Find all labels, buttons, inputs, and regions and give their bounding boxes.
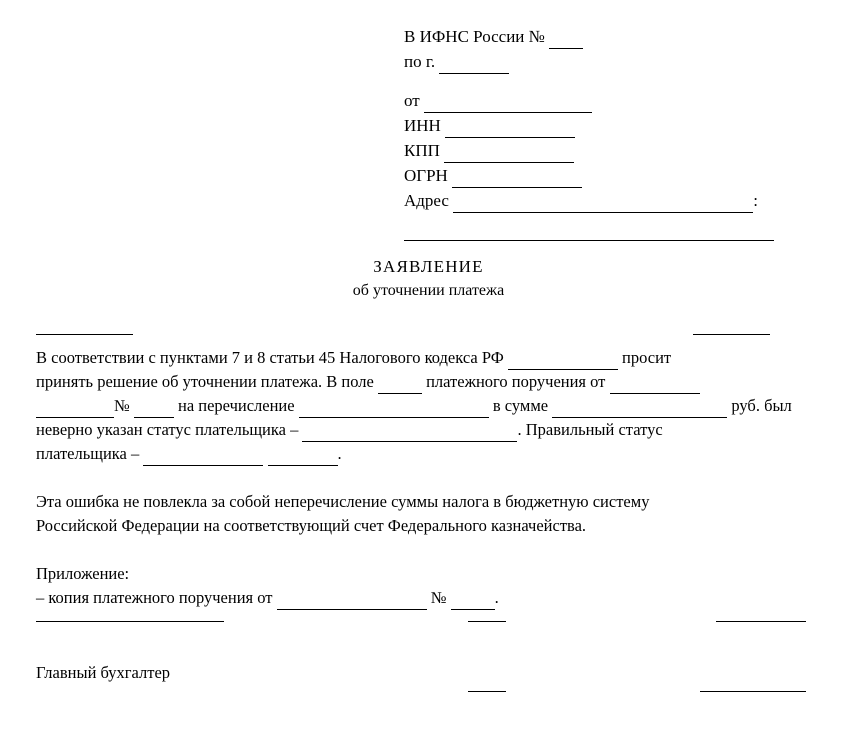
inspection-line xyxy=(404,24,804,49)
attachment-number-blank[interactable] xyxy=(451,593,495,610)
correct-status-blank-2[interactable] xyxy=(268,449,338,466)
applicant-blank[interactable] xyxy=(508,353,618,370)
header-spacer xyxy=(404,74,804,88)
document-title-block xyxy=(0,256,857,302)
ogrn-label: ОГРН xyxy=(404,166,453,185)
address-blank[interactable] xyxy=(453,195,753,213)
order-number-pre-blank[interactable] xyxy=(36,401,114,418)
body-text-3b: на перечисление xyxy=(173,396,299,415)
body-text-6b: Российской Федерации на соответствующий счет Федерального казначейства. xyxy=(36,516,587,535)
page-subtitle: об уточнении платежа xyxy=(352,282,505,299)
correct-status-blank[interactable] xyxy=(143,449,263,466)
inspection-number-blank[interactable] xyxy=(549,31,583,49)
amount-blank[interactable] xyxy=(552,401,727,418)
page-title: ЗАЯВЛЕНИЕ xyxy=(373,257,484,276)
city-line xyxy=(404,49,804,74)
attachment-label: Приложение: xyxy=(36,564,130,583)
accountant-name-line[interactable] xyxy=(700,690,806,692)
top-left-blank[interactable] xyxy=(36,334,133,335)
address-label: Адрес xyxy=(404,191,454,210)
kpp-label: КПП xyxy=(404,141,445,160)
address-line xyxy=(404,188,804,213)
order-number-blank[interactable] xyxy=(134,401,174,418)
from-line xyxy=(404,88,804,113)
body-text-6a: Эта ошибка не повлекла за собой неперечисление суммы налога в бюджетную систему xyxy=(36,492,650,511)
top-right-blank[interactable] xyxy=(693,334,770,335)
attachment-date-blank[interactable] xyxy=(277,593,427,610)
body-line-1 xyxy=(36,346,826,370)
attachment-item xyxy=(36,586,826,610)
body-text-4b: . Правильный статус xyxy=(517,420,663,439)
body-line-3 xyxy=(36,394,826,418)
city-label: по г. xyxy=(404,52,440,71)
wrong-status-blank[interactable] xyxy=(302,425,517,442)
city-blank[interactable] xyxy=(439,56,509,74)
body-text-1a: В соответствии с пунктами 7 и 8 статьи 45 Налогового кодекса РФ xyxy=(36,348,508,367)
from-label: от xyxy=(404,91,424,110)
signature-line[interactable] xyxy=(468,620,506,622)
ogrn-line xyxy=(404,163,804,188)
body-line-6 xyxy=(36,490,826,514)
address-blank-second[interactable] xyxy=(404,220,774,241)
body-text-3d: руб. был xyxy=(727,396,792,415)
attachment-text-c: . xyxy=(494,588,499,607)
accountant-signature-line[interactable] xyxy=(468,690,506,692)
body-line-4 xyxy=(36,418,826,442)
body-text-3a: № xyxy=(114,396,134,415)
body-text-4a: неверно указан статус плательщика – xyxy=(36,420,303,439)
addressee-block xyxy=(404,24,804,241)
field-number-blank[interactable] xyxy=(378,377,422,394)
body-text-5c: . xyxy=(337,444,342,463)
inn-label: ИНН xyxy=(404,116,446,135)
order-date-blank[interactable] xyxy=(610,377,700,394)
body-text-5a: плательщика – xyxy=(36,444,144,463)
attachment-text-a: – копия платежного поручения от xyxy=(36,588,277,607)
body-line-5 xyxy=(36,442,826,466)
signature-position-line[interactable] xyxy=(36,620,224,622)
kpp-blank[interactable] xyxy=(444,145,574,163)
body-text-1b: просит xyxy=(617,348,672,367)
inn-blank[interactable] xyxy=(445,120,575,138)
body-line-2 xyxy=(36,370,826,394)
kpp-line xyxy=(404,138,804,163)
address-colon: : xyxy=(753,191,758,210)
from-blank[interactable] xyxy=(424,95,592,113)
inn-line xyxy=(404,113,804,138)
body-text-2b: платежного поручения от xyxy=(421,372,610,391)
attachment-text-b: № xyxy=(426,588,451,607)
transfer-purpose-blank[interactable] xyxy=(299,401,489,418)
document-body xyxy=(36,326,826,610)
top-blank-row xyxy=(36,326,826,342)
accountant-label: Главный бухгалтер xyxy=(36,663,171,682)
inspection-label: В ИФНС России № xyxy=(404,27,550,46)
ogrn-blank[interactable] xyxy=(452,170,582,188)
signature-name-line[interactable] xyxy=(716,620,806,622)
body-line-7 xyxy=(36,514,826,538)
body-text-3c: в сумме xyxy=(488,396,553,415)
body-text-2a: принять решение об уточнении платежа. В поле xyxy=(36,372,378,391)
attachment-heading xyxy=(36,562,826,586)
